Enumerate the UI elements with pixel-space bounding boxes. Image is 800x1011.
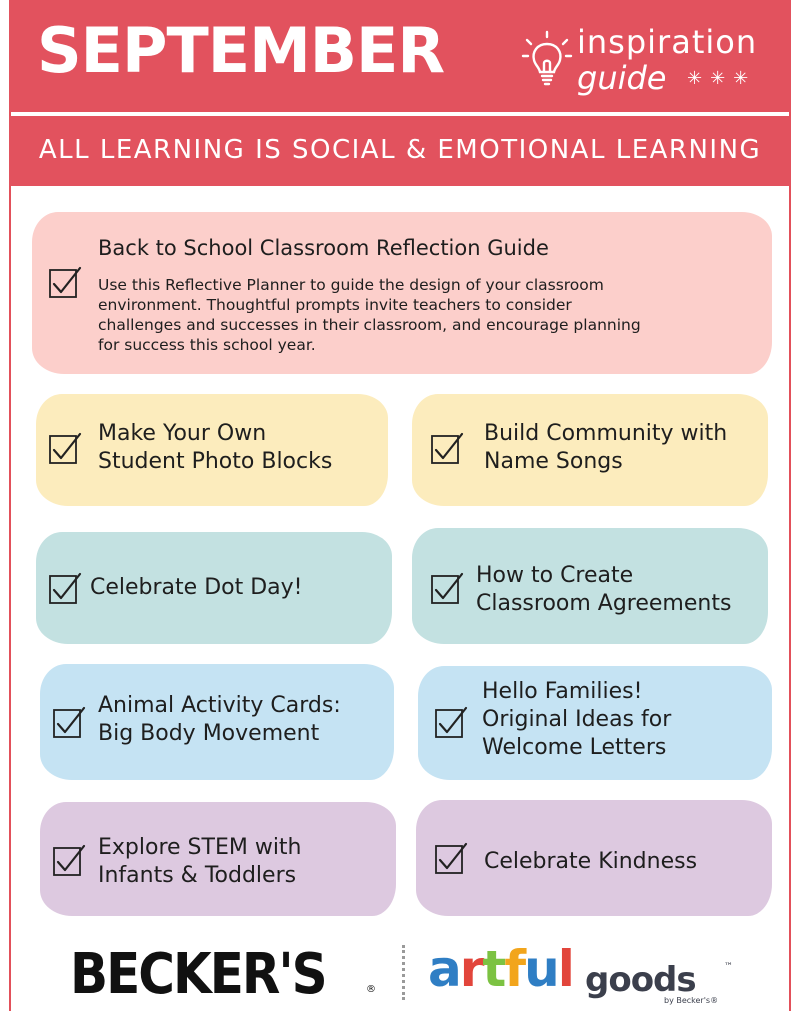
footer-divider (402, 945, 405, 1000)
card-dot-day[interactable] (36, 532, 392, 644)
feature-card[interactable] (32, 212, 772, 374)
card-line: Original Ideas for (482, 707, 672, 732)
card-classroom-agreements[interactable] (412, 528, 768, 644)
card-title (484, 848, 697, 876)
checkbox-icon (48, 572, 82, 606)
card-title (98, 692, 341, 748)
checkbox-icon (48, 432, 82, 466)
subtitle-text: ALL LEARNING IS SOCIAL & EMOTIONAL LEARNING (38, 135, 762, 165)
checkbox-icon (434, 842, 468, 876)
artful-letter: f (504, 940, 525, 998)
feature-title: Back to School Classroom Reflection Guide (98, 236, 549, 260)
by-beckers-text: by Becker's® (664, 996, 719, 1005)
month-title: SEPTEMBER (37, 14, 445, 87)
card-line: Celebrate Kindness (484, 849, 698, 874)
card-line: Classroom Agreements (476, 591, 732, 616)
artful-letter: t (482, 940, 505, 998)
card-animal-activity[interactable] (40, 664, 394, 780)
card-name-songs[interactable] (412, 394, 768, 506)
feature-description (98, 275, 641, 355)
card-hello-families[interactable] (418, 666, 772, 780)
card-title (98, 834, 302, 890)
lightbulb-icon (521, 30, 573, 94)
artful-logo (428, 940, 573, 998)
card-line: Animal Activity Cards: (98, 693, 341, 718)
card-line: Hello Families! (482, 679, 643, 704)
card-line: Build Community with (484, 421, 728, 446)
artful-letter: a (428, 940, 460, 998)
desc-line: Use this Reflective Planner to guide the design of your classroom (98, 276, 604, 294)
sparkle-icon: ✳✳✳ (687, 68, 757, 89)
card-explore-stem[interactable] (40, 802, 396, 916)
card-line: Big Body Movement (98, 721, 320, 746)
card-celebrate-kindness[interactable] (416, 800, 772, 916)
subtitle-band (9, 116, 791, 186)
artful-letter: l (557, 940, 573, 998)
checkbox-icon (430, 572, 464, 606)
card-photo-blocks[interactable] (36, 394, 388, 506)
artful-letter: r (459, 940, 483, 998)
card-title (90, 574, 302, 602)
card-title (98, 420, 332, 476)
checkbox-icon (48, 266, 82, 300)
checkbox-icon (52, 844, 86, 878)
desc-line: for success this school year. (98, 336, 316, 354)
artful-letter: u (524, 940, 558, 998)
card-title (482, 678, 671, 762)
checkbox-icon (430, 432, 464, 466)
desc-line: environment. Thoughtful prompts invite teachers to consider (98, 296, 572, 314)
card-title (484, 420, 727, 476)
goods-logo-text: goods (585, 960, 696, 1000)
card-line: Name Songs (484, 449, 623, 474)
card-line: Explore STEM with (98, 835, 302, 860)
desc-line: challenges and successes in their classroom, and encourage planning (98, 316, 641, 334)
beckers-logo: BECKER'S (70, 941, 326, 1007)
trademark-mark: ™ (724, 962, 733, 972)
card-line: Welcome Letters (482, 735, 667, 760)
registered-mark: ® (366, 984, 376, 995)
header-banner (9, 0, 791, 112)
checkbox-icon (434, 706, 468, 740)
card-line: Infants & Toddlers (98, 863, 297, 888)
card-line: Make Your Own (98, 421, 267, 446)
card-line: Celebrate Dot Day! (90, 575, 303, 600)
card-line: How to Create (476, 563, 634, 588)
checkbox-icon (52, 706, 86, 740)
card-title (476, 562, 731, 618)
guide-label: guide (577, 59, 667, 97)
card-line: Student Photo Blocks (98, 449, 333, 474)
inspiration-label: inspiration (577, 23, 758, 61)
